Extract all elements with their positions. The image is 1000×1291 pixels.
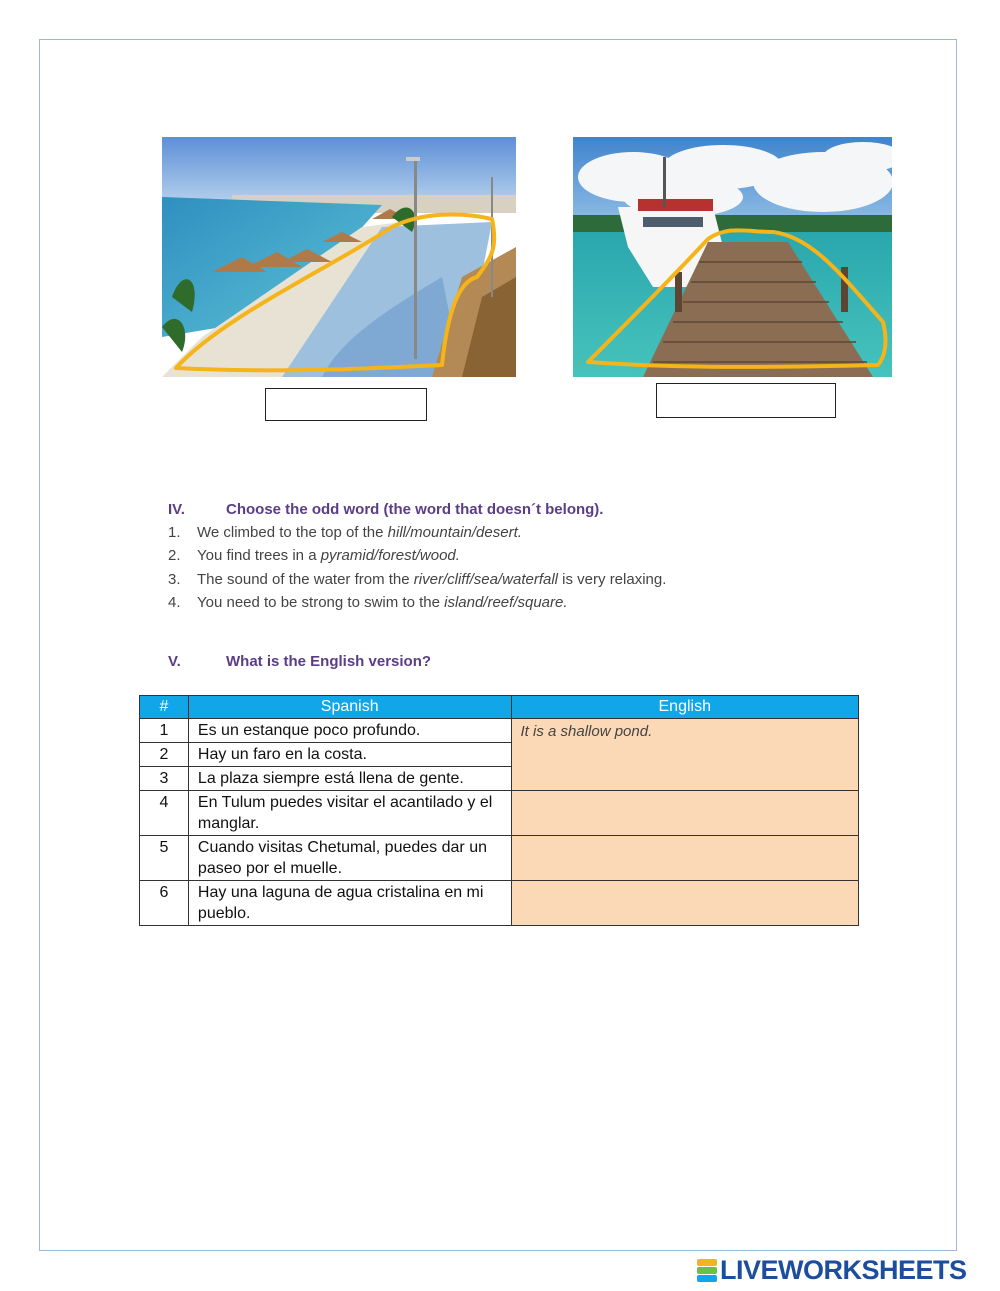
list-item: 2. You find trees in a pyramid/forest/wood. — [168, 547, 460, 565]
spanish-sentence: En Tulum puedes visitar el acantilado y el manglar. — [188, 791, 511, 836]
row-number: 6 — [140, 881, 189, 926]
word-options[interactable]: river/cliff/sea/waterfall — [413, 570, 559, 588]
row-number: 4 — [140, 791, 189, 836]
spanish-sentence: Es un estanque poco profundo. — [188, 719, 511, 743]
list-item: 1. We climbed to the top of the hill/mountain/desert. — [168, 524, 522, 541]
section-v-number: V. — [168, 653, 181, 670]
spanish-sentence: La plaza siempre está llena de gente. — [188, 767, 511, 791]
wooden-pier-photo — [573, 137, 892, 377]
beach-boardwalk-photo — [162, 137, 516, 377]
table-row — [140, 719, 859, 743]
section-iv-heading — [168, 501, 603, 518]
translation-table — [139, 695, 859, 926]
section-v-heading — [168, 653, 431, 670]
row-number: 5 — [140, 836, 189, 881]
logo-blocks-icon — [697, 1258, 717, 1282]
header-spanish: Spanish — [188, 696, 511, 719]
spanish-sentence: Cuando visitas Chetumal, puedes dar un paseo por el muelle. — [188, 836, 511, 881]
word-options[interactable]: island/reef/square. — [444, 594, 568, 612]
row-number: 2 — [140, 743, 189, 767]
spanish-sentence: Hay un faro en la costa. — [188, 743, 511, 767]
english-answer-cell[interactable] — [511, 836, 859, 881]
word-options[interactable]: hill/mountain/desert. — [387, 524, 522, 541]
spanish-sentence: Hay una laguna de agua cristalina en mi pueblo. — [188, 881, 511, 926]
liveworksheets-logo[interactable] — [697, 1255, 967, 1285]
table-header-row — [140, 696, 859, 719]
header-english: English — [511, 696, 859, 719]
word-options[interactable]: pyramid/forest/wood. — [320, 547, 460, 565]
english-answer-cell[interactable] — [511, 881, 859, 926]
header-number: # — [140, 696, 189, 719]
table-row — [140, 881, 859, 926]
list-item: 4. You need to be strong to swim to the island/reef/square. — [168, 594, 568, 612]
section-v-title: What is the English version? — [226, 653, 432, 670]
section-iv-title: Choose the odd word (the word that doesn´t belong). — [226, 501, 604, 518]
section-iv-number: IV. — [168, 501, 185, 518]
list-item: 3. The sound of the water from the river/cliff/sea/waterfall is very relaxing. — [168, 570, 667, 588]
logo-text: LIVEWORKSHEETS — [720, 1255, 967, 1285]
table-row — [140, 791, 859, 836]
english-answer-cell[interactable]: It is a shallow pond. — [511, 719, 859, 791]
odd-word-list — [168, 523, 666, 617]
answer-box-beach[interactable] — [265, 388, 427, 421]
english-answer-cell[interactable] — [511, 791, 859, 836]
row-number: 1 — [140, 719, 189, 743]
table-row — [140, 836, 859, 881]
answer-box-pier[interactable] — [656, 383, 836, 418]
row-number: 3 — [140, 767, 189, 791]
